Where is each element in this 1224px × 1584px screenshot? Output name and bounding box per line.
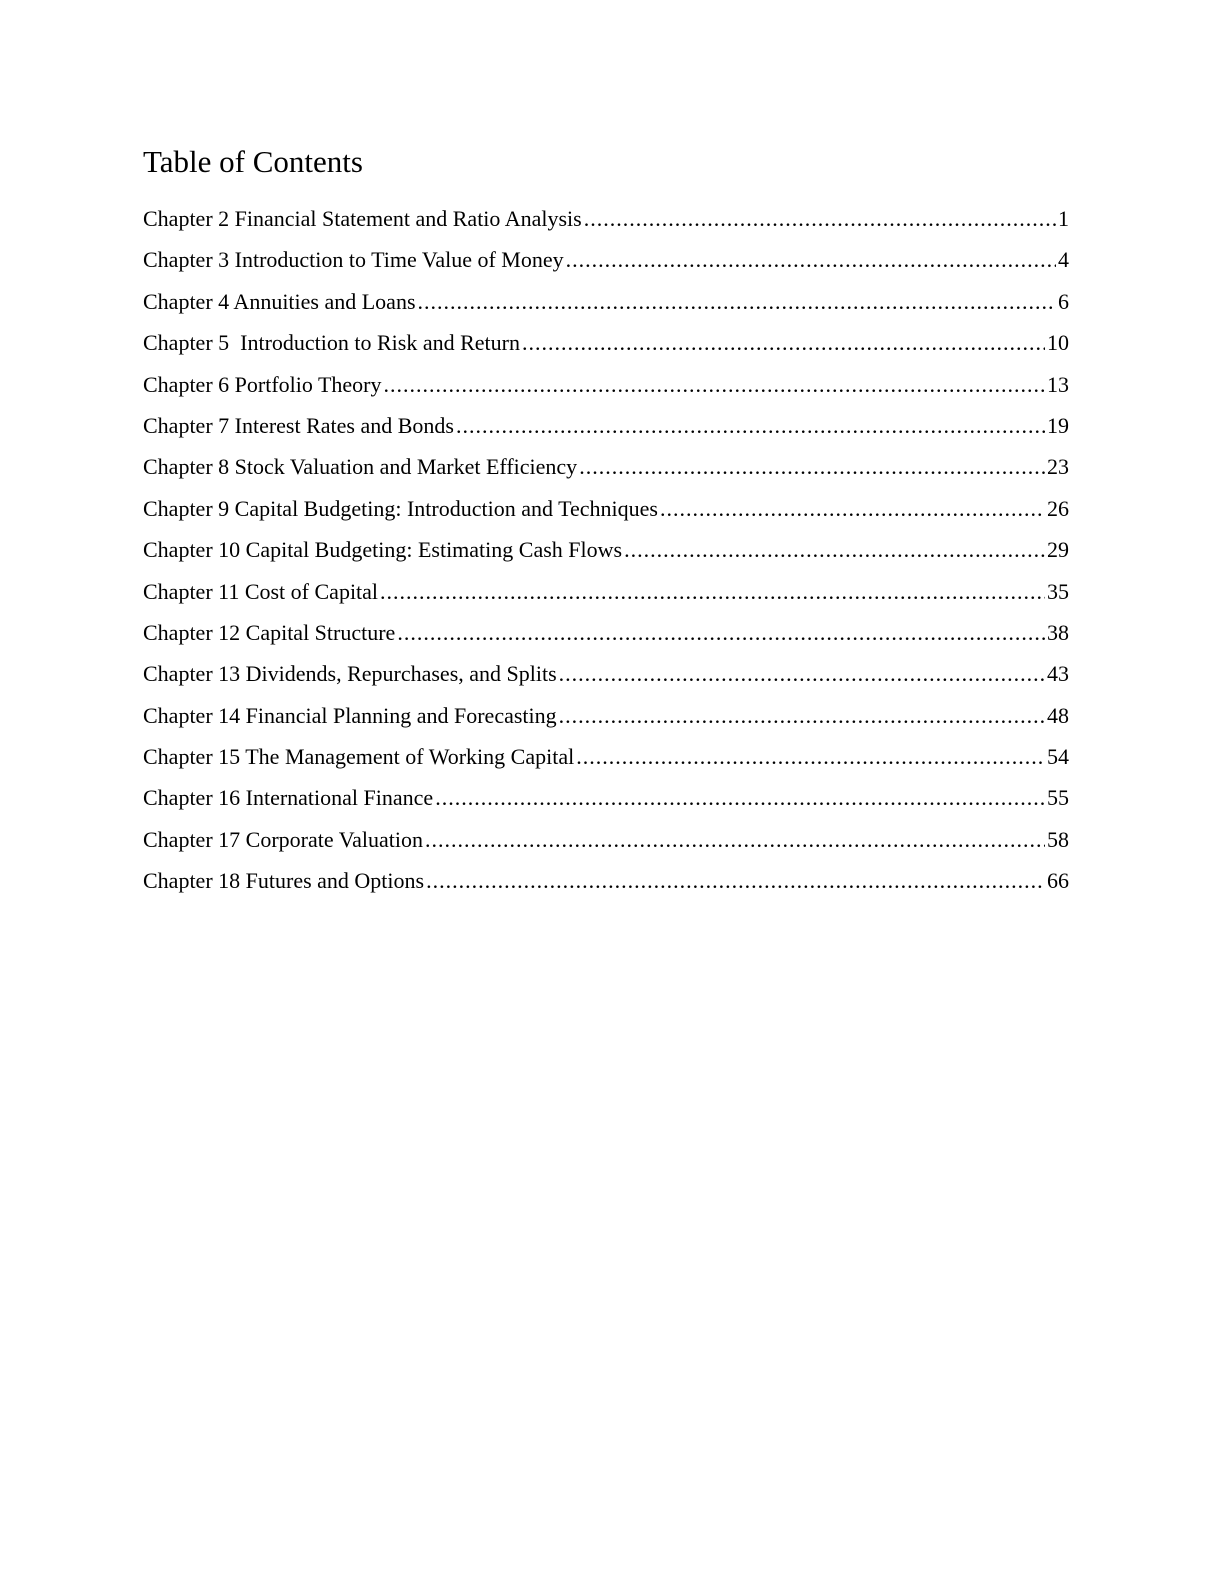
toc-entry-page: 13 (1047, 371, 1069, 397)
toc-dot-leader (559, 653, 1045, 694)
toc-entry-title: Chapter 17 Corporate Valuation (143, 826, 424, 852)
toc-dot-leader (579, 446, 1045, 487)
toc-dot-leader (456, 405, 1045, 446)
toc-entry-page: 10 (1047, 330, 1069, 356)
toc-entry-page: 66 (1047, 868, 1069, 894)
toc-entry-page: 55 (1047, 785, 1069, 811)
toc-entry-page: 48 (1047, 702, 1069, 728)
toc-entry[interactable] (143, 446, 1069, 487)
toc-entry[interactable] (143, 322, 1069, 363)
toc-entry-title: Chapter 8 Stock Valuation and Market Efficiency (143, 454, 578, 480)
toc-heading: Table of Contents (143, 144, 363, 179)
toc-dot-leader (522, 322, 1045, 363)
toc-entry-page: 43 (1047, 661, 1069, 687)
toc-entry-page: 19 (1047, 412, 1069, 438)
toc-list (143, 198, 1069, 902)
toc-dot-leader (660, 488, 1045, 529)
toc-dot-leader (384, 364, 1046, 405)
toc-entry-title: Chapter 13 Dividends, Repurchases, and Splits (143, 661, 557, 687)
toc-dot-leader (397, 612, 1045, 653)
toc-entry[interactable] (143, 777, 1069, 818)
toc-entry-page: 4 (1058, 247, 1069, 273)
toc-entry[interactable] (143, 695, 1069, 736)
toc-entry[interactable] (143, 405, 1069, 446)
toc-entry-title: Chapter 18 Futures and Options (143, 868, 425, 894)
toc-entry-title: Chapter 5 Introduction to Risk and Return (143, 330, 520, 356)
toc-entry-page: 35 (1047, 578, 1069, 604)
toc-entry[interactable] (143, 364, 1069, 405)
toc-entry-page: 6 (1058, 288, 1069, 314)
toc-entry[interactable] (143, 736, 1069, 777)
toc-dot-leader (576, 736, 1045, 777)
toc-entry-title: Chapter 15 The Management of Working Capital (143, 744, 575, 770)
toc-entry-page: 38 (1047, 619, 1069, 645)
toc-entry[interactable] (143, 860, 1069, 901)
toc-dot-leader (624, 529, 1045, 570)
toc-entry[interactable] (143, 239, 1069, 280)
toc-entry-page: 29 (1047, 537, 1069, 563)
toc-entry-title: Chapter 6 Portfolio Theory (143, 371, 382, 397)
toc-entry-title: Chapter 4 Annuities and Loans (143, 288, 416, 314)
toc-entry[interactable] (143, 281, 1069, 322)
toc-entry-title: Chapter 16 International Finance (143, 785, 434, 811)
toc-entry-page: 1 (1058, 206, 1069, 231)
toc-entry-title: Chapter 9 Capital Budgeting: Introduction and Techniques (143, 495, 658, 521)
toc-dot-leader (435, 777, 1045, 818)
toc-entry[interactable] (143, 819, 1069, 860)
toc-entry[interactable] (143, 653, 1069, 694)
toc-entry[interactable] (143, 488, 1069, 529)
toc-entry-title: Chapter 10 Capital Budgeting: Estimating Cash Flows (143, 537, 623, 563)
toc-dot-leader (566, 239, 1056, 280)
toc-entry-page: 23 (1047, 454, 1069, 480)
toc-entry[interactable] (143, 571, 1069, 612)
toc-entry-page: 54 (1047, 744, 1069, 770)
toc-dot-leader (426, 860, 1045, 901)
toc-dot-leader (559, 695, 1045, 736)
toc-dot-leader (584, 198, 1056, 239)
toc-dot-leader (425, 819, 1045, 860)
toc-entry[interactable] (143, 198, 1069, 239)
toc-entry-page: 26 (1047, 495, 1069, 521)
toc-entry-title: Chapter 12 Capital Structure (143, 619, 396, 645)
toc-entry[interactable] (143, 529, 1069, 570)
toc-entry-title: Chapter 2 Financial Statement and Ratio Analysis (143, 206, 582, 231)
toc-entry-title: Chapter 14 Financial Planning and Forecasting (143, 702, 557, 728)
toc-entry-page: 58 (1047, 826, 1069, 852)
toc-dot-leader (380, 571, 1045, 612)
toc-entry-title: Chapter 3 Introduction to Time Value of Money (143, 247, 564, 273)
toc-entry[interactable] (143, 612, 1069, 653)
toc-dot-leader (418, 281, 1056, 322)
toc-entry-title: Chapter 11 Cost of Capital (143, 578, 379, 604)
toc-entry-title: Chapter 7 Interest Rates and Bonds (143, 412, 454, 438)
